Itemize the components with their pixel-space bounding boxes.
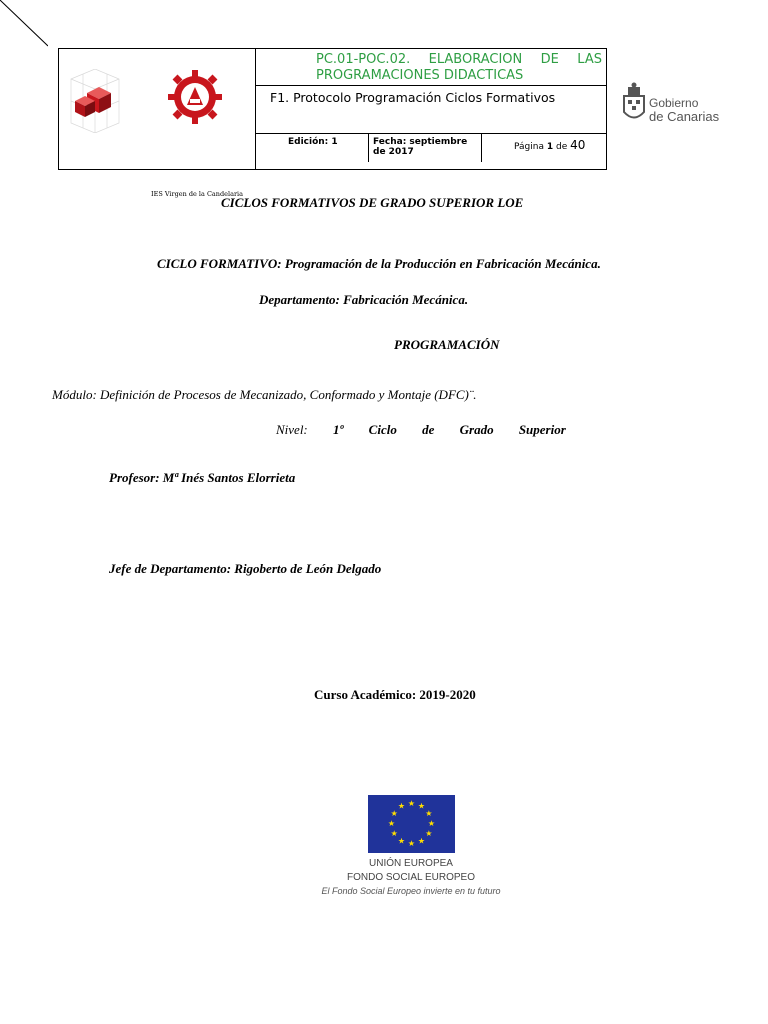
svg-text:★: ★ [417,836,426,846]
page-prefix: Página [514,142,544,152]
logos-cell [59,49,256,198]
title-line-2: PROGRAMACIONES DIDACTICAS [316,68,524,83]
candelaria-cube-logo [67,69,123,133]
government-logo-cell [607,49,742,170]
nivel-label: Nivel: [276,422,308,437]
departamento: Departamento: Fabricación Mecánica. [259,292,469,307]
curso-academico: Curso Académico: 2019-2020 [314,687,476,702]
protocol-subtitle: F1. Protocolo Programación Ciclos Formativos [256,85,606,133]
edition-label: Edición: 1 [256,134,369,162]
svg-text:★: ★ [407,799,416,808]
school-name: IES Virgen de la Candelaria [151,190,244,198]
nivel-word-5: Superior [518,422,566,437]
document-header-table [58,48,741,198]
eu-slogan: El Fondo Social Europeo invierte en tu futuro [321,886,501,896]
svg-text:★: ★ [407,839,416,848]
svg-text:★: ★ [390,809,398,818]
svg-text:★: ★ [427,819,436,828]
svg-text:★: ★ [390,829,398,838]
nivel-word-3: de [422,422,435,437]
modulo: Módulo: Definición de Procesos de Mecanizado, Conformado y Montaje (DFC)¨. [52,387,477,402]
svg-text:★: ★ [397,801,406,811]
title-line-1: PC.01-POC.02. ELABORACION DE LAS [316,52,602,67]
nivel-line [276,422,566,438]
page-total: 40 [570,138,586,152]
eu-stars-icon [368,795,455,853]
svg-text:★: ★ [397,836,406,846]
profesor: Profesor: Mª Inés Santos Elorrieta [109,470,296,485]
document-code-title [256,49,606,85]
page-counter [482,134,606,162]
nivel-word-1: 1º [333,422,344,437]
ciclo-formativo: CICLO FORMATIVO: Programación de la Producción en Fabricación Mecánica. [157,256,601,271]
eu-union-label: UNIÓN EUROPEA [369,858,453,869]
svg-text:★: ★ [425,829,433,838]
canarias-shield-icon [621,82,647,124]
header-title-cell [256,49,607,170]
government-text [649,97,719,123]
svg-text:★: ★ [387,819,396,828]
jefe-departamento: Jefe de Departamento: Rigoberto de León Delgado [109,561,382,576]
government-line-1: Gobierno [649,95,699,110]
main-title: CICLOS FORMATIVOS DE GRADO SUPERIOR LOE [221,195,524,210]
eu-flag [368,795,455,853]
eu-fund-label: FONDO SOCIAL EUROPEO [347,872,475,883]
page-current: 1 [546,142,554,152]
school-gear-emblem [167,69,223,125]
svg-text:★: ★ [417,801,426,811]
government-line-2: de Canarias [649,108,720,124]
corner-fold-line [0,0,48,48]
metadata-row [256,133,606,162]
programacion-heading: PROGRAMACIÓN [394,337,500,352]
date-label: Fecha: septiembre de 2017 [369,134,482,162]
svg-text:★: ★ [425,809,433,818]
page-of: de [556,142,568,152]
nivel-word-2: Ciclo [368,422,397,437]
nivel-word-4: Grado [459,422,494,437]
